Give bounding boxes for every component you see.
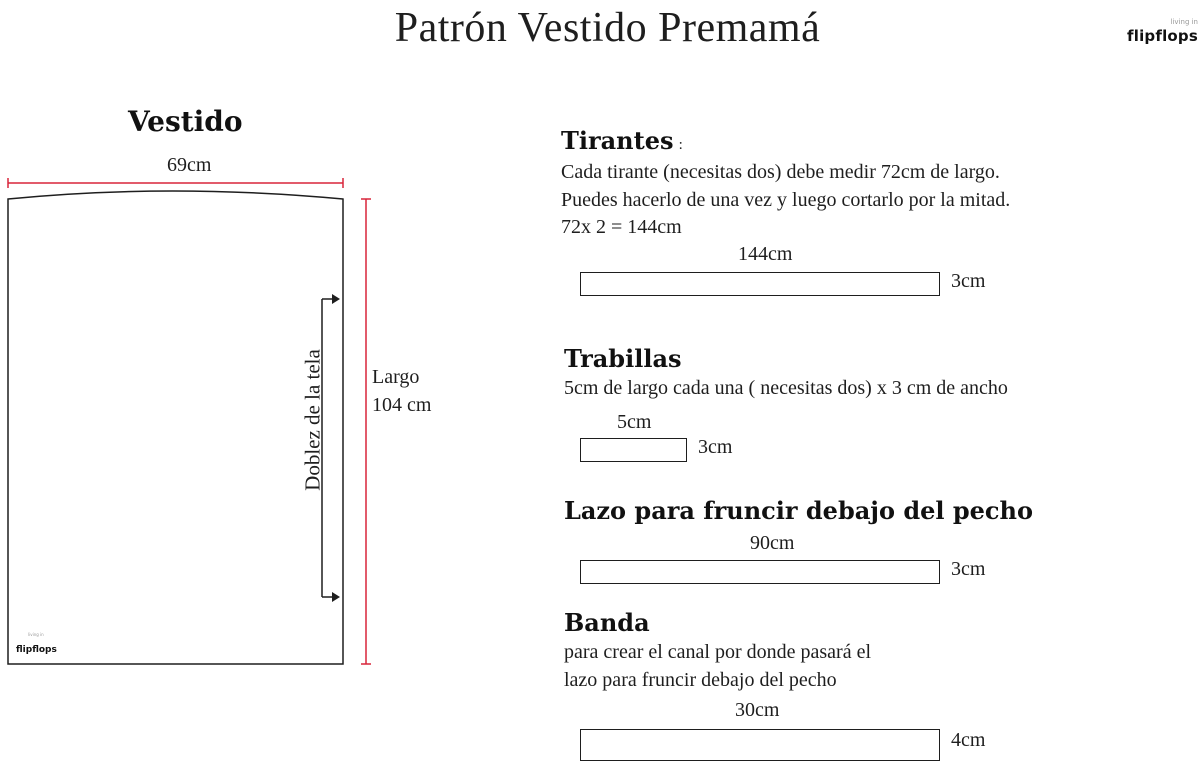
banda-heading: Banda (564, 608, 650, 637)
trabillas-strip-length: 5cm (617, 411, 652, 433)
logo-tagline: living in (1170, 18, 1198, 26)
lazo-strip-width: 3cm (951, 558, 986, 580)
logo-wordmark: flipflops (1127, 27, 1198, 45)
dress-width-label: 69cm (167, 154, 212, 176)
banda-strip-width: 4cm (951, 729, 986, 751)
trabillas-line1: 5cm de largo cada una ( necesitas dos) x 3 cm de ancho (564, 377, 1008, 399)
tirantes-heading-colon: : (678, 137, 683, 153)
dress-inner-logo-wordmark: flipflops (16, 645, 57, 655)
trabillas-strip (580, 438, 687, 462)
dress-inner-logo-tagline: living in (28, 632, 44, 637)
tirantes-line3: 72x 2 = 144cm (561, 216, 682, 238)
tirantes-heading: Tirantes (561, 126, 674, 155)
lazo-strip (580, 560, 940, 584)
tirantes-line2: Puedes hacerlo de una vez y luego cortarlo por la mitad. (561, 189, 1011, 211)
tirantes-heading-row (561, 126, 683, 155)
tirantes-line1: Cada tirante (necesitas dos) debe medir 72cm de largo. (561, 161, 1000, 183)
tirantes-strip (580, 272, 940, 296)
dress-length-label-line1: Largo (372, 366, 420, 388)
trabillas-strip-width: 3cm (698, 436, 733, 458)
lazo-strip-length: 90cm (750, 532, 795, 554)
banda-line2: lazo para fruncir debajo del pecho (564, 669, 837, 691)
dress-length-label-line2: 104 cm (372, 394, 432, 416)
trabillas-heading: Trabillas (564, 344, 682, 373)
length-measure-line (361, 199, 371, 664)
banda-strip (580, 729, 940, 761)
dress-inner-logo (16, 632, 57, 656)
lazo-heading: Lazo para fruncir debajo del pecho (564, 496, 1033, 525)
dress-pattern-outline (8, 191, 343, 664)
page-title: Patrón Vestido Premamá (394, 5, 821, 51)
tirantes-strip-length: 144cm (738, 243, 793, 265)
tirantes-strip-width: 3cm (951, 270, 986, 292)
width-measure-line (8, 178, 343, 188)
dress-heading: Vestido (128, 105, 243, 138)
banda-strip-length: 30cm (735, 699, 780, 721)
brand-logo (1088, 18, 1198, 45)
fold-label: Doblez de la tela (300, 349, 325, 491)
banda-line1: para crear el canal por donde pasará el (564, 641, 872, 663)
